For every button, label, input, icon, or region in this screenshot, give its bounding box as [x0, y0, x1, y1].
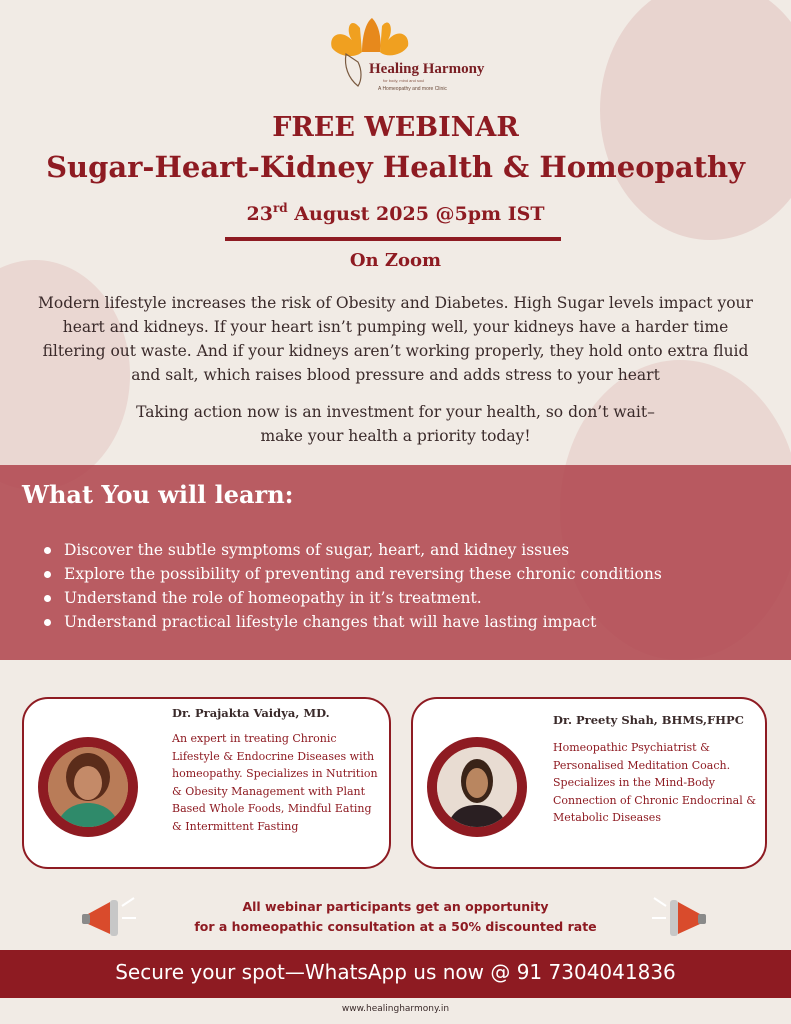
- brand-tagline: for body, mind and soul: [383, 78, 425, 83]
- cta-line-1: Taking action now is an investment for your health, so don’t wait–: [136, 403, 655, 421]
- whatsapp-cta[interactable]: Secure your spot—WhatsApp us now @ 91 7304041836: [115, 960, 676, 984]
- date-rest: August 2025 @5pm IST: [287, 203, 545, 225]
- date-suffix: rd: [272, 201, 288, 215]
- event-date: [0, 203, 791, 225]
- megaphone-icon: [652, 892, 708, 944]
- speaker-name: Dr. Prajakta Vaidya, MD.: [172, 706, 330, 720]
- brand-subtitle: A Homeopathy and more Clinic: [378, 86, 447, 92]
- speaker-card-preety: [411, 697, 767, 869]
- speaker-bio: An expert in treating Chronic Lifestyle & Endocrine Diseases with homeopathy. Specializes in Nutrition & Obesity Management with Plant Based Whole Foods, Mindful Eating & Intermittent Fasting: [172, 732, 378, 833]
- learn-item: Understand practical lifestyle changes that will have lasting impact: [44, 610, 662, 634]
- learn-item: Discover the subtle symptoms of sugar, heart, and kidney issues: [44, 538, 662, 562]
- learn-list: [44, 538, 662, 634]
- speaker-photo-icon: [437, 747, 517, 827]
- offer-line-1: All webinar participants get an opportunity: [242, 899, 549, 914]
- offer-text: [120, 897, 671, 937]
- learn-item: Explore the possibility of preventing and reversing these chronic conditions: [44, 562, 662, 586]
- speaker-bio: Homeopathic Psychiatrist & Personalised Meditation Coach. Specializes in the Mind-Body Connection of Chronic Endocrinal & Metabolic Diseases: [553, 741, 757, 824]
- date-day: 23: [246, 203, 273, 225]
- cta-line-2: make your health a priority today!: [260, 427, 531, 445]
- intro-paragraph: Modern lifestyle increases the risk of Obesity and Diabetes. High Sugar levels impact your heart and kidneys. If your heart isn’t pumping well, your kidneys have a harder time filtering out waste. And if your kidneys aren’t working properly, they hold onto extra fluid and salt, which raises blood pressure and adds stress to your heart: [38, 294, 753, 384]
- brand-name: Healing Harmony: [369, 61, 485, 77]
- avatar: [427, 737, 527, 837]
- learn-title: What You will learn:: [22, 480, 294, 509]
- event-title: Sugar-Heart-Kidney Health & Homeopathy: [46, 150, 745, 184]
- speaker-name: Dr. Preety Shah, BHMS,FHPC: [553, 713, 744, 727]
- event-platform: On Zoom: [349, 250, 442, 271]
- event-headline: FREE WEBINAR: [272, 112, 519, 143]
- learn-item: Understand the role of homeopathy in it’s treatment.: [44, 586, 662, 610]
- speaker-photo-icon: [48, 747, 128, 827]
- date-underline: [225, 237, 561, 241]
- avatar: [38, 737, 138, 837]
- speaker-card-prajakta: [22, 697, 391, 869]
- cta-paragraph: [30, 400, 761, 448]
- offer-line-2: for a homeopathic consultation at a 50% discounted rate: [194, 919, 597, 934]
- website-link[interactable]: www.healingharmony.in: [341, 1004, 450, 1014]
